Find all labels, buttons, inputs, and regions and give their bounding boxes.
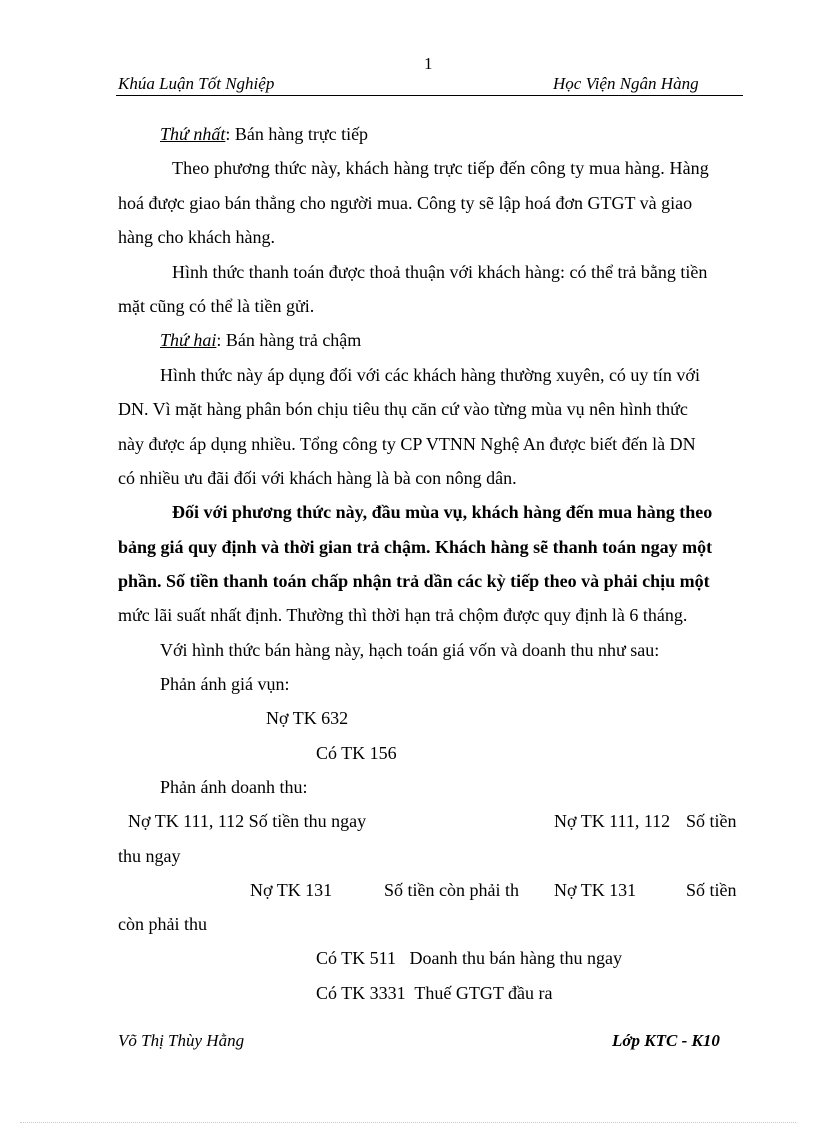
paragraph-line: Hình thức thanh toán được thoả thuận với khách hàng: có thể trả bằng tiền <box>172 262 708 282</box>
paragraph-line: Với hình thức bán hàng này, hạch toán giá vốn và doanh thu như sau: <box>160 640 660 660</box>
page-number: 1 <box>424 54 433 73</box>
section-second-heading <box>160 329 361 351</box>
paragraph-line: hàng cho khách hàng. <box>118 227 275 247</box>
bold-paragraph-line: Đối với phương thức này, đầu mùa vụ, khách hàng đến mua hàng theo <box>172 502 713 522</box>
paragraph-line: có nhiều ưu đãi đối với khách hàng là bà con nông dân. <box>118 468 517 488</box>
revenue-label: Phản ánh doanh thu: <box>160 777 308 797</box>
entry-row-2-cont: còn phải thu <box>118 914 207 934</box>
entry-debit-632: Nợ TK 632 <box>266 708 349 728</box>
section-first-heading <box>160 123 368 145</box>
entry-credit-511: Có TK 511 Doanh thu bán hàng thu ngay <box>316 948 622 968</box>
entry-row-2c: Nợ TK 131 <box>554 880 637 900</box>
entry-row-1a: Nợ TK 111, 112 Số tiền thu ngay <box>128 811 367 831</box>
entry-row-2a: Nợ TK 131 <box>250 880 333 900</box>
section-second-label: Thứ hai <box>160 330 217 350</box>
entry-credit-3331: Có TK 3331 Thuế GTGT đầu ra <box>316 983 553 1003</box>
paragraph-line: DN. Vì mặt hàng phân bón chịu tiêu thụ căn cứ vào từng mùa vụ nên hình thức <box>118 399 688 419</box>
bold-paragraph-line: phần. Số tiền thanh toán chấp nhận trả dần các kỳ tiếp theo và phải chịu một <box>118 571 710 591</box>
section-first-label: Thứ nhất <box>160 124 226 144</box>
entry-row-1b: Nợ TK 111, 112 <box>554 811 671 831</box>
entry-credit-156: Có TK 156 <box>316 743 397 763</box>
entry-row-2d: Số tiền <box>686 880 737 900</box>
paragraph-line: này được áp dụng nhiều. Tổng công ty CP VTNN Nghệ An được biết đến là DN <box>118 434 696 454</box>
paragraph-line: hoá được giao bán thẳng cho người mua. Công ty sẽ lập hoá đơn GTGT và giao <box>118 193 693 213</box>
footer-author: Võ Thị Thùy Hằng <box>118 1031 245 1050</box>
entry-row-1-cont: thu ngay <box>118 846 181 866</box>
paragraph-line: Hình thức này áp dụng đối với các khách hàng thường xuyên, có uy tín với <box>160 365 700 385</box>
bold-paragraph-line: bảng giá quy định và thời gian trả chậm. Khách hàng sẽ thanh toán ngay một <box>118 537 713 557</box>
entry-row-2b: Số tiền còn phải th <box>384 880 519 900</box>
header-left: Khúa Luận Tốt Nghiệp <box>118 74 275 93</box>
paragraph-line: mức lãi suất nhất định. Thường thì thời hạn trả chộm được quy định là 6 tháng. <box>118 605 688 625</box>
footer-class: Lớp KTC - K10 <box>612 1031 720 1050</box>
section-second-title: : Bán hàng trả chậm <box>216 330 362 350</box>
paragraph-line: mặt cũng có thể là tiền gửi. <box>118 296 315 316</box>
header-right: Học Viện Ngân Hàng <box>553 74 699 93</box>
paragraph-line: Theo phương thức này, khách hàng trực tiếp đến công ty mua hàng. Hàng <box>172 158 709 178</box>
section-first-title: : Bán hàng trực tiếp <box>225 124 369 144</box>
entry-row-1c: Số tiền <box>686 811 737 831</box>
cogs-label: Phản ánh giá vụn: <box>160 674 290 694</box>
header-rule <box>116 95 743 96</box>
